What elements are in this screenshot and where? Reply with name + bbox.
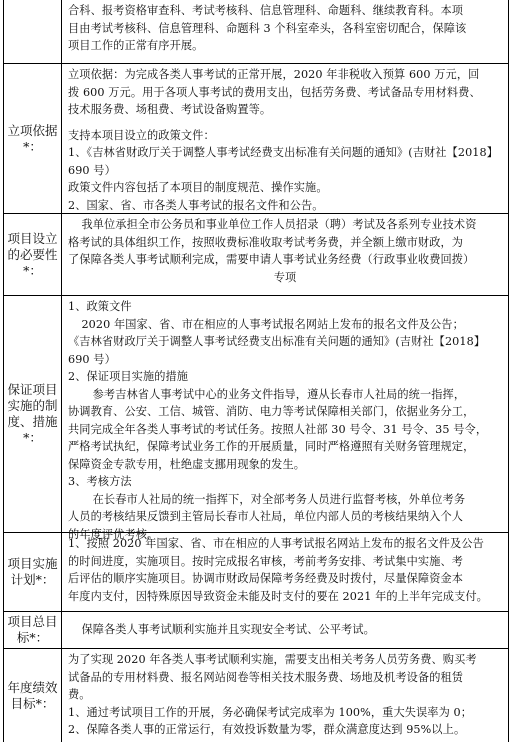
row-implementation-plan	[4, 533, 508, 612]
text-line: 严格考试执纪，保障考试业务工作的开展质量，同时严格遵照有关财务管理规定，	[68, 440, 475, 453]
text-line: 年度内支付，因特殊原因导致资金未能及时支付的要在 2021 年的上半年完成支付。	[68, 589, 488, 603]
project-form-table	[3, 0, 509, 742]
text-line: 为了实现 2020 年各类人事考试顺利实施，需要支出相关考务人员劳务费、购买考	[68, 653, 477, 666]
annual-performance-goal-content	[62, 649, 508, 742]
row-continuation	[4, 0, 508, 64]
label-necessity: 项目设立的必要性*：	[4, 214, 62, 295]
label-annual-performance-goal: 年度绩效目标*：	[4, 649, 62, 742]
text-line: 支持本项目设立的政策文件：	[68, 128, 215, 142]
measures-content	[62, 296, 508, 541]
section-title: 2、保证项目实施的措施	[68, 370, 189, 383]
section-title: 3、考核方法	[68, 475, 132, 488]
text-line: 《吉林省财政厅关于调整人事考试经费支出标准有关问题的通知》(吉财社【2018】	[68, 335, 486, 348]
text-line: 专项	[273, 270, 297, 284]
text-line: 的年度评优考核。	[68, 527, 159, 541]
text-line: 保障资金专款专用，杜绝虚支挪用现象的发生。	[68, 457, 306, 471]
label-measures: 保证项目实施的制度、措施*：	[4, 296, 62, 532]
text-line: 技术服务费、场租费、考试设备购置等。	[68, 103, 272, 116]
row-project-basis	[4, 64, 508, 214]
label-project-basis: 立项依据*：	[4, 64, 62, 213]
text-line: 费。	[68, 688, 91, 701]
text-line: 在长春市人社局的统一指挥下，对全部考务人员进行监督考核，外单位考务	[92, 492, 466, 506]
text-line: 共同完成全年各类人事考试的考试任务。按照人社部 30 号令、31 号令、35 号令，	[68, 422, 488, 436]
text-line: 690 号）	[68, 163, 116, 177]
row-measures	[4, 296, 508, 541]
text-line: 1、《吉林省财政厅关于调整人事考试经费支出标准有关问题的通知》(吉财社【2018】	[68, 146, 499, 159]
text-line: 拨 600 万元。用于各项人事考试的费用支出，包括劳务费、考试备品专用材料费、	[68, 85, 481, 99]
row-necessity	[4, 214, 508, 296]
section-title: 1、政策文件	[68, 300, 132, 313]
text-line: 试备品的专用材料费、报名网站阅卷等相关技术服务费、场地及机考设备的租赁	[68, 670, 464, 684]
text-line: 目由考试考核科、信息管理科、命题科 3 个科室牵头，各科室密切配合，保障该	[68, 21, 467, 35]
row-annual-performance-goal	[4, 649, 508, 742]
text-line: 了保障各类人事考试顺利完成，需要申请人事考试业务经费（行政事业收费回拨）	[68, 253, 475, 266]
continuation-content	[62, 0, 508, 63]
text-line: 参考吉林省人事考试中心的业务文件指导，遵从长春市人社局的统一指挥，	[92, 387, 466, 401]
overall-goal-content	[62, 612, 508, 648]
text-line: 协调教育、公安、工信、城管、消防、电力等考试保障相关部门，依据业务分工，	[68, 405, 475, 418]
text-line: 我单位承担全市公务员和事业单位工作人员招录（聘）考试及各系列专业技术资	[81, 218, 477, 231]
implementation-plan-content	[62, 533, 508, 611]
text-line: 2020 年国家、省、市在相应的人事考试报名网站上发布的报名文件及公告；	[81, 317, 464, 331]
label-overall-goal: 项目总目标*：	[4, 612, 62, 648]
label-implementation-plan: 项目实施计划*：	[4, 533, 62, 611]
text-line: 2、保障各类人事的正常运行，有效投诉数量为零，群众满意度达到 95%以上。	[68, 723, 466, 736]
necessity-content	[62, 214, 508, 295]
text-line: 690 号）	[68, 352, 116, 366]
project-basis-content	[62, 64, 508, 213]
text-line: 格考试的具体组织工作，按照收费标准收取考试考务费，并全额上缴市财政，为	[68, 235, 464, 249]
text-line: 立项依据：为完成各类人事考试的正常开展，2020 年非税收入预算 600 万元，回	[68, 68, 480, 81]
text-line: 2、国家、省、市各类人事考试的报名文件和公告。	[68, 198, 324, 212]
text-line: 后评估的顺序实施项目。协调市财政局保障考务经费及时拨付，尽量保障资金本	[68, 572, 464, 585]
text-line: 保障各类人事考试顺利实施并且实现安全考试、公平考试。	[81, 623, 375, 637]
text-line: 合科、报考资格审查科、考试考核科、信息管理科、命题科、继续教育科。本项	[68, 4, 464, 17]
text-line: 政策文件内容包括了本项目的制度规范、操作实施。	[68, 181, 328, 194]
text-line: 1、按照 2020 年国家、省、市在相应的人事考试报名网站上发布的报名文件及公告	[68, 537, 484, 550]
text-line: 的时间进度，实施项目。按时完成报名审核，考前考务安排、考试集中实施、考	[68, 554, 464, 568]
spacer	[68, 119, 502, 127]
label-empty	[4, 0, 62, 63]
text-line: 1、通过考试项目工作的开展，务必确保考试完成率为 100%，重大失误率为 0；	[68, 705, 473, 719]
row-overall-goal	[4, 612, 508, 649]
text-line: 人员的考核结果反馈到主管局长春市人社局，单位内部人员的考核结果纳入个人	[68, 510, 464, 523]
text-line: 项目工作的正常有序开展。	[68, 39, 204, 52]
